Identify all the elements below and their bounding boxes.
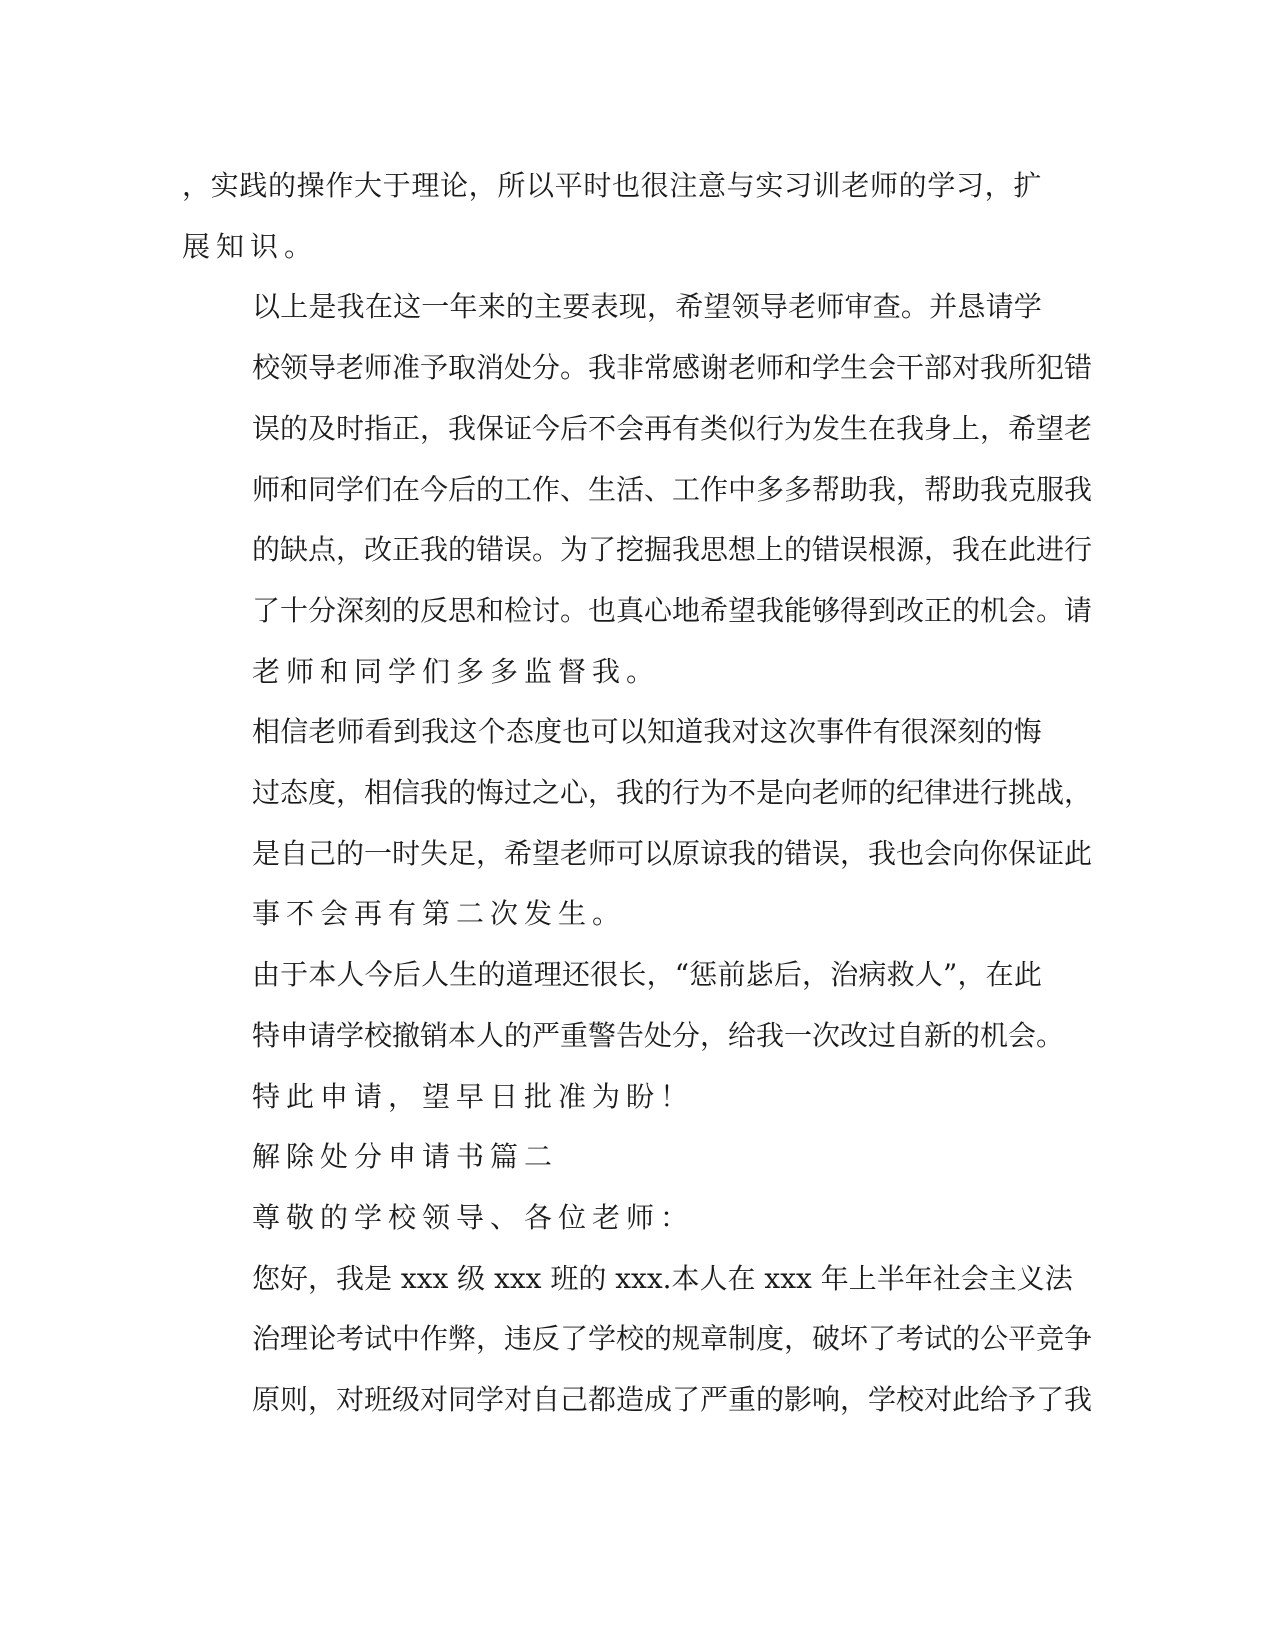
- text-line: 尊敬的学校领导、各位老师：: [252, 1200, 695, 1234]
- paragraph: [182, 1127, 1042, 1188]
- text-line: 校领导老师准予取消处分。我非常感谢老师和学生会干部对我所犯错: [252, 351, 1093, 385]
- text-line: 事不会再有第二次发生。: [252, 897, 627, 931]
- paragraph: [182, 1249, 1093, 1431]
- text-line: 过态度，相信我的悔过之心，我的行为不是向老师的纪律进行挑战，: [252, 776, 1093, 810]
- text-line: ，实践的操作大于理论，所以平时也很注意与实习训老师的学习，扩: [182, 169, 1043, 202]
- text-line: 由于本人今后人生的道理还很长，“惩前毖后，治病救人”，在此: [252, 958, 1042, 992]
- text-line: 展知识。: [182, 229, 319, 263]
- text-line: 特此申请，望早日批准为盼！: [252, 1079, 695, 1113]
- document-body: [182, 156, 1093, 1431]
- paragraph: [182, 1188, 1042, 1249]
- text-line: 特申请学校撤销本人的严重警告处分，给我一次改过自新的机会。: [252, 1018, 1065, 1052]
- text-line: 解除处分申请书篇二: [252, 1140, 559, 1174]
- paragraph: [182, 277, 1093, 702]
- text-line: 相信老师看到我这个态度也可以知道我对这次事件有很深刻的悔: [252, 715, 1043, 749]
- text-line: 了十分深刻的反思和检讨。也真心地希望我能够得到改正的机会。请: [252, 593, 1093, 627]
- paragraph: [182, 156, 1042, 277]
- text-line: 师和同学们在今后的工作、生活、工作中多多帮助我，帮助我克服我: [252, 472, 1093, 506]
- paragraph: [182, 1067, 1042, 1128]
- text-line: 的缺点，改正我的错误。为了挖掘我思想上的错误根源，我在此进行: [252, 533, 1093, 567]
- text-line: 您好，我是 xxx 级 xxx 班的 xxx.本人在 xxx 年上半年社会主义法: [252, 1261, 1073, 1295]
- text-line: 原则，对班级对同学对自己都造成了严重的影响，学校对此给予了我: [252, 1383, 1093, 1417]
- paragraph: [182, 945, 1065, 1066]
- text-line: 以上是我在这一年来的主要表现，希望领导老师审查。并恳请学: [252, 290, 1043, 324]
- text-line: 误的及时指正，我保证今后不会再有类似行为发生在我身上，希望老: [252, 411, 1093, 445]
- paragraph: [182, 702, 1093, 945]
- text-line: 是自己的一时失足，希望老师可以原谅我的错误，我也会向你保证此: [252, 836, 1093, 870]
- text-line: 治理论考试中作弊，违反了学校的规章制度，破坏了考试的公平竞争: [252, 1322, 1093, 1356]
- text-line: 老师和同学们多多监督我。: [252, 654, 661, 688]
